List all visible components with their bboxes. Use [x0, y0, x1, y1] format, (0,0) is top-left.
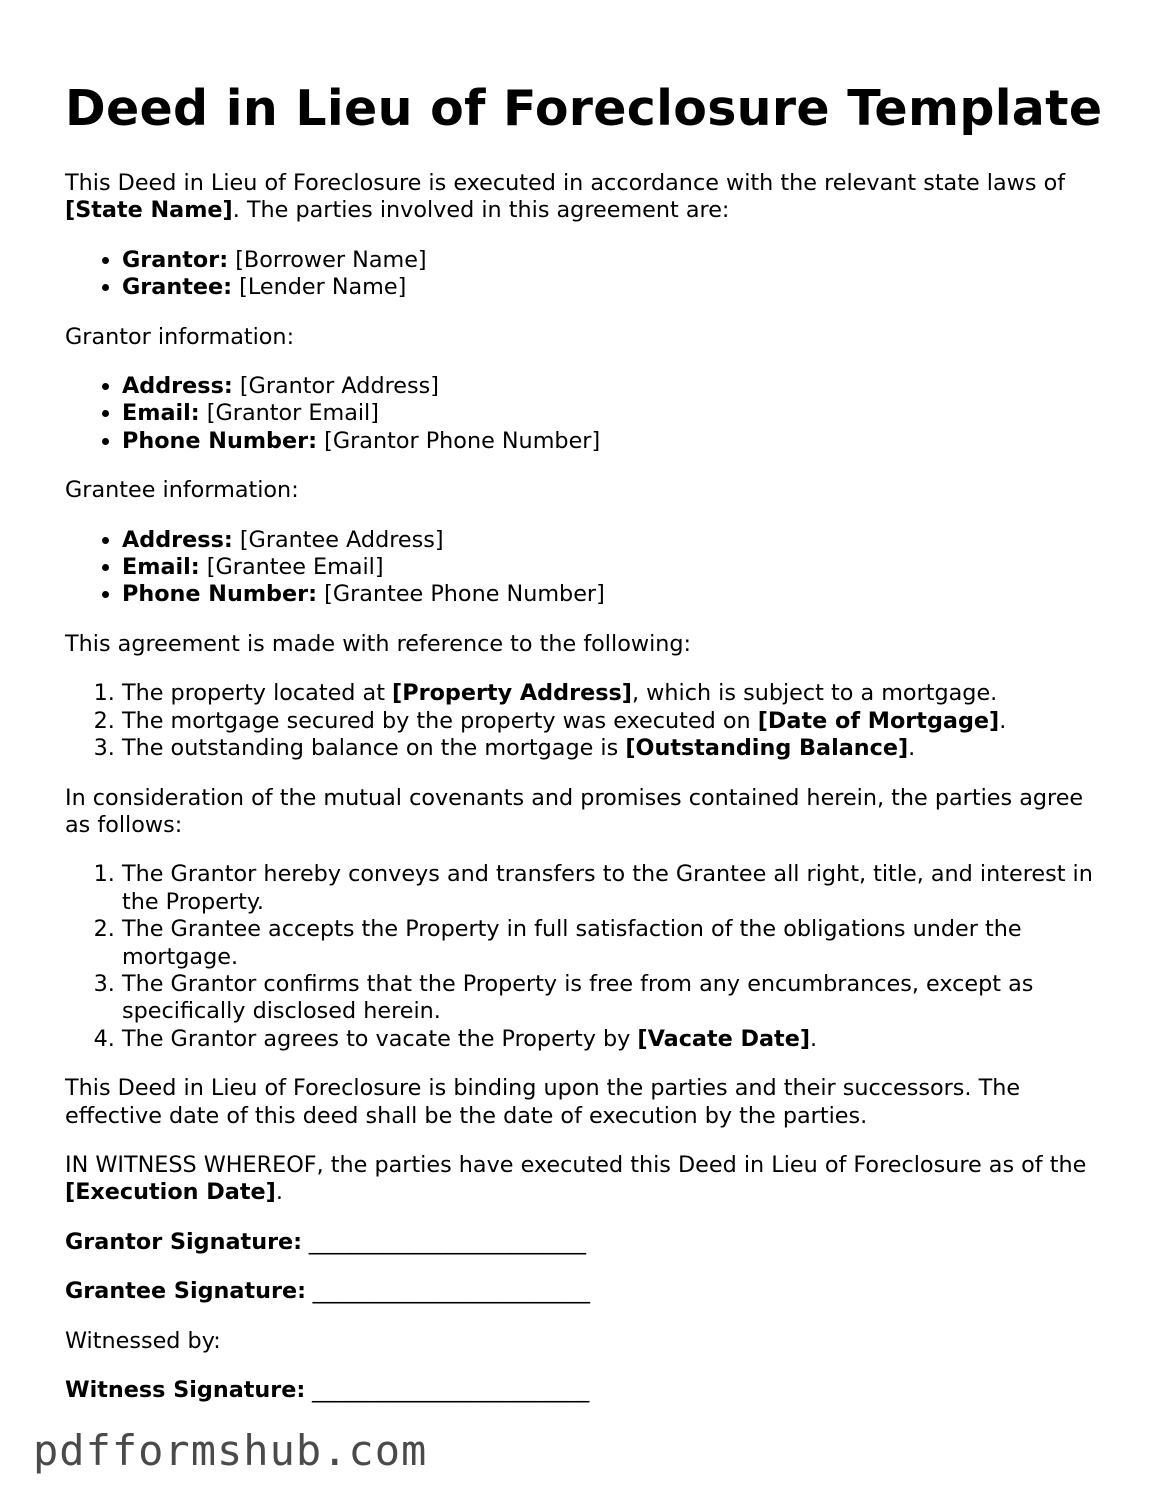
property-address-placeholder: [Property Address] — [392, 680, 632, 707]
list-item — [122, 428, 1105, 455]
item-value: [Grantor Email] — [199, 400, 379, 427]
grantee-signature-line[interactable]: __________________________ — [306, 1278, 590, 1305]
intro-paragraph — [65, 170, 1105, 225]
item-text: The outstanding balance on the mortgage is — [122, 735, 626, 762]
terms-list — [65, 861, 1105, 1053]
document-page — [65, 78, 1105, 1426]
item-value: [Grantor Address] — [232, 373, 439, 400]
item-label: Email: — [122, 400, 200, 427]
item-text: The Grantee accepts the Property in full satisfaction of the obligations under the mortgage. — [122, 916, 1022, 970]
grantor-signature-field[interactable] — [65, 1229, 1105, 1256]
list-item — [122, 1026, 1105, 1053]
witnessed-by-label: Witnessed by: — [65, 1327, 221, 1354]
intro-text-end: . The parties involved in this agreement are: — [232, 197, 730, 224]
grantee-signature-field[interactable] — [65, 1278, 1105, 1305]
grantor-signature-line[interactable]: __________________________ — [302, 1228, 586, 1255]
item-label: Phone Number: — [122, 427, 318, 454]
list-item — [122, 373, 1105, 400]
parties-list — [65, 247, 1105, 302]
mortgage-date-placeholder: [Date of Mortgage] — [757, 707, 1000, 734]
intro-text: This Deed in Lieu of Foreclosure is executed in accordance with the relevant state laws of — [65, 170, 1066, 196]
grantor-signature-label: Grantor Signature: — [65, 1228, 303, 1255]
list-item — [122, 735, 1105, 762]
item-value: [Borrower Name] — [228, 246, 427, 273]
item-label: Grantor: — [122, 246, 229, 273]
binding-paragraph: This Deed in Lieu of Foreclosure is binding upon the parties and their successors. The effective date of this deed shall be the date of execution by the parties. — [65, 1075, 1021, 1129]
item-text: The Grantor agrees to vacate the Property by — [122, 1025, 638, 1052]
list-item — [122, 971, 1105, 1026]
item-text: The mortgage secured by the property was executed on — [122, 707, 758, 734]
witness-clause-text: IN WITNESS WHEREOF, the parties have executed this Deed in Lieu of Foreclosure as of the — [65, 1151, 1087, 1178]
vacate-date-placeholder: [Vacate Date] — [637, 1025, 811, 1052]
item-text: The Grantor hereby conveys and transfers to the Grantee all right, title, and interest in the Property. — [122, 861, 1093, 915]
consideration-paragraph: In consideration of the mutual covenants and promises contained herein, the parties agree as follows: — [65, 784, 1084, 838]
item-text: The Grantor confirms that the Property is free from any encumbrances, except as specifically disclosed herein. — [122, 970, 1034, 1025]
list-item — [122, 581, 1105, 608]
witness-clause-end: . — [275, 1179, 283, 1206]
grantee-info-heading: Grantee information: — [65, 477, 299, 504]
witness-signature-field[interactable] — [65, 1377, 1105, 1404]
document-title: Deed in Lieu of Foreclosure Template — [65, 80, 1103, 137]
item-value: [Grantee Address] — [232, 526, 444, 553]
item-label: Grantee: — [122, 274, 233, 301]
list-item — [122, 861, 1105, 916]
item-value: [Lender Name] — [232, 274, 407, 301]
item-label: Phone Number: — [122, 581, 318, 608]
item-value: [Grantor Phone Number] — [317, 427, 601, 454]
list-item — [122, 274, 1105, 301]
item-value: [Grantee Email] — [199, 554, 384, 581]
witness-signature-line[interactable]: __________________________ — [305, 1377, 589, 1403]
list-item — [122, 247, 1105, 274]
grantee-info-list — [65, 527, 1105, 609]
item-text-end: . — [810, 1025, 818, 1052]
outstanding-balance-placeholder: [Outstanding Balance] — [625, 735, 909, 762]
list-item — [122, 708, 1105, 735]
references-list — [65, 680, 1105, 762]
item-text: The property located at — [122, 680, 393, 707]
item-label: Address: — [122, 373, 233, 400]
item-text-end: . — [908, 735, 916, 762]
site-watermark: pdfformshub.com — [33, 1426, 428, 1475]
item-label: Address: — [122, 526, 233, 553]
grantor-info-heading: Grantor information: — [65, 323, 295, 350]
execution-date-placeholder: [Execution Date] — [65, 1179, 276, 1206]
item-text-end: , which is subject to a mortgage. — [631, 680, 998, 707]
list-item — [122, 916, 1105, 971]
list-item — [122, 400, 1105, 427]
witness-signature-label: Witness Signature: — [65, 1377, 306, 1403]
list-item — [122, 680, 1105, 707]
grantor-info-list — [65, 373, 1105, 455]
list-item — [122, 554, 1105, 581]
item-value: [Grantee Phone Number] — [317, 581, 605, 608]
list-item — [122, 527, 1105, 554]
grantee-signature-label: Grantee Signature: — [65, 1278, 307, 1305]
reference-heading: This agreement is made with reference to the following: — [65, 630, 692, 657]
state-name-placeholder: [State Name] — [65, 197, 233, 224]
witness-clause — [65, 1152, 1105, 1207]
item-text-end: . — [999, 707, 1007, 734]
item-label: Email: — [122, 554, 200, 581]
